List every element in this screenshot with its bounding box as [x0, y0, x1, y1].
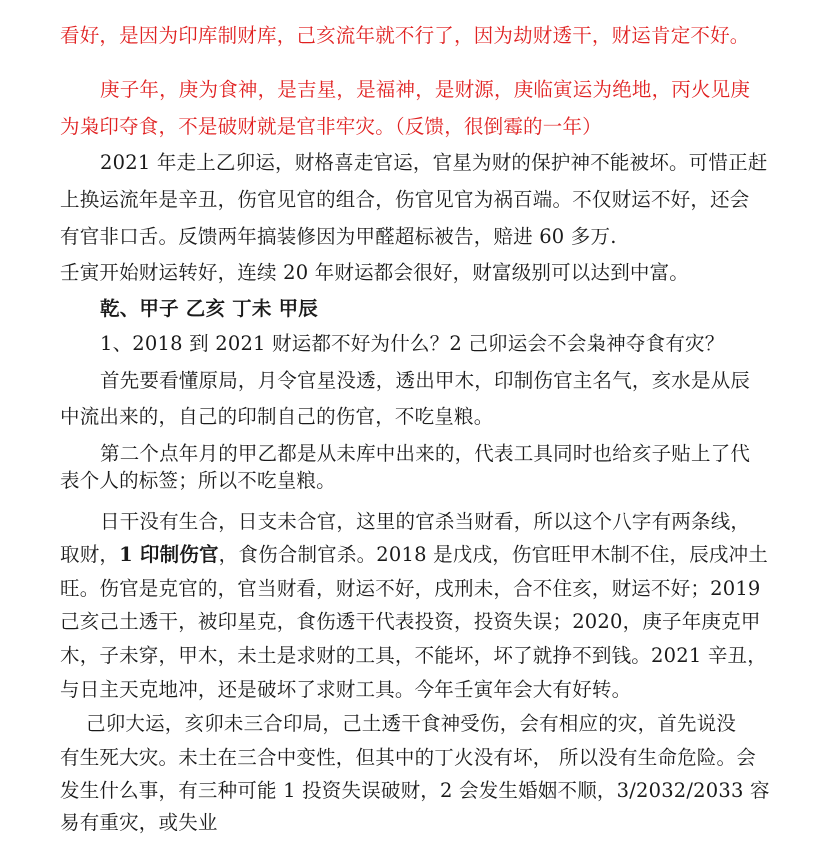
text-line-1: 看好，是因为印库制财库，己亥流年就不行了，因为劫财透干，财运肯定不好。 — [60, 24, 750, 47]
text-line-19: 与日主天克地冲，还是破坏了求财工具。今年壬寅年会大有好转。 — [60, 678, 632, 701]
bold-phrase: 1 印制伤官 — [119, 543, 219, 566]
text-line-14: 日干没有生合，日支未合官，这里的官杀当财看，所以这个八字有两条线， — [100, 510, 751, 533]
text-line-20: 己卯大运，亥卯未三合印局，己土透干食神受伤，会有相应的灾，首先说没 — [86, 712, 737, 735]
text-line-15-prefix: 取财， — [60, 543, 120, 566]
text-line-18: 木，子未穿，甲木，未土是求财的工具，不能坏，坏了就挣不到钱。2021 辛丑， — [60, 644, 767, 667]
text-line-7: 壬寅开始财运转好，连续 20 年财运都会很好，财富级别可以达到中富。 — [60, 261, 690, 284]
text-line-6: 有官非口舌。反馈两年搞装修因为甲醛超标被告，赔进 60 多万. — [60, 225, 617, 248]
text-line-13: 表个人的标签；所以不吃皇粮。 — [60, 469, 336, 492]
text-line-16: 旺。伤官是克官的，官当财看，财运不好，戌刑未，合不住亥，财运不好；2019 — [60, 577, 761, 600]
text-line-3: 为枭印夺食，不是破财就是官非牢灾。（反馈，很倒霉的一年） — [60, 115, 602, 138]
text-line-15 — [60, 537, 768, 573]
chart-heading: 乾、甲子 乙亥 丁未 甲辰 — [100, 297, 318, 320]
text-line-10: 首先要看懂原局，月令官星没透，透出甲木，印制伤官主名气，亥水是从辰 — [100, 369, 751, 392]
text-line-15-suffix: ，食伤合制官杀。2018 是戊戌，伤官旺甲木制不住，辰戌冲土 — [218, 543, 768, 566]
text-line-21: 有生死大灾。未土在三合中变性，但其中的丁火没有坏， 所以没有生命危险。会 — [60, 746, 756, 769]
text-line-11: 中流出来的，自己的印制自己的伤官，不吃皇粮。 — [60, 405, 494, 428]
text-line-22: 发生什么事，有三种可能 1 投资失误破财，2 会发生婚姻不顺，3/2032/2033 容 — [60, 779, 770, 802]
text-line-17: 己亥己土透干，被印星克，食伤透干代表投资，投资失误；2020，庚子年庚克甲 — [60, 610, 761, 633]
text-line-4: 2021 年走上乙卯运，财格喜走官运，官星为财的保护神不能被坏。可惜正赶 — [100, 151, 768, 174]
text-line-5: 上换运流年是辛丑，伤官见官的组合，伤官见官为祸百端。不仅财运不好，还会 — [60, 188, 750, 211]
text-line-23: 易有重灾，或失业 — [60, 811, 218, 834]
text-line-2: 庚子年，庚为食神，是吉星，是福神，是财源，庚临寅运为绝地，丙火见庚 — [100, 78, 751, 101]
question-line: 1、2018 到 2021 财运都不好为什么？2 己卯运会不会枭神夺食有灾？ — [100, 332, 725, 355]
text-line-12: 第二个点年月的甲乙都是从未库中出来的，代表工具同时也给亥子贴上了代 — [100, 442, 751, 465]
